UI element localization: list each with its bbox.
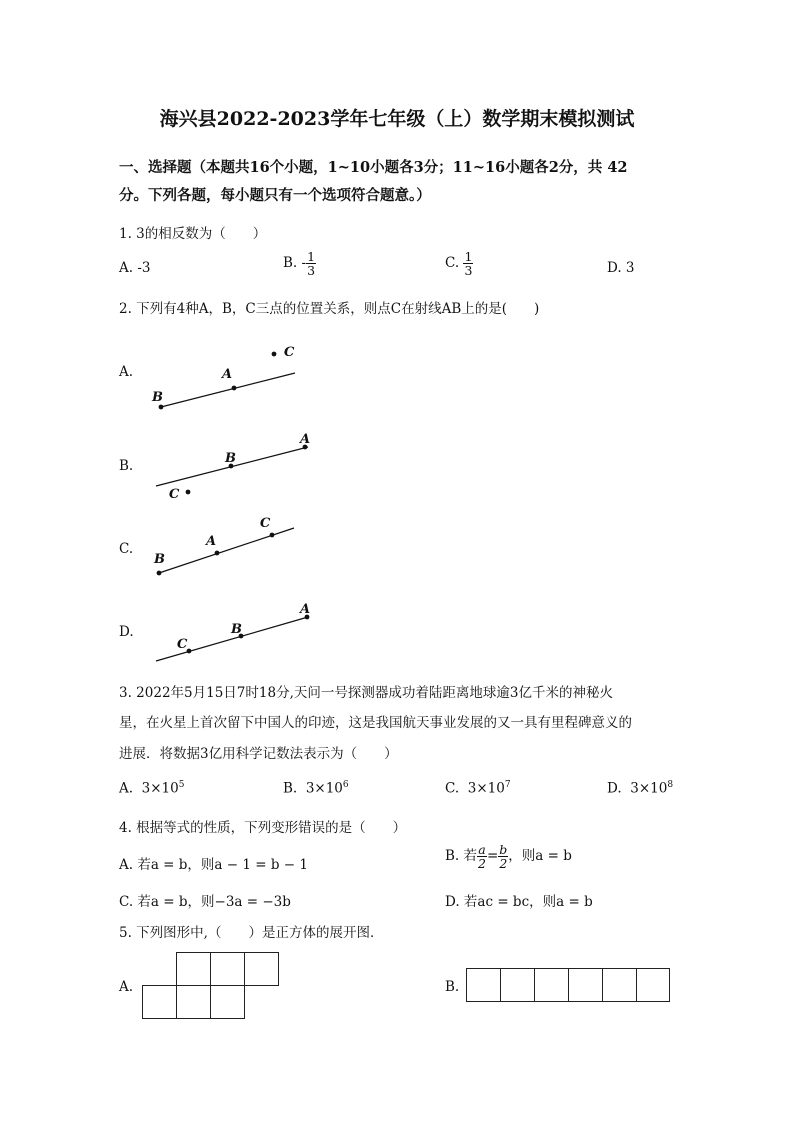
q3-option-b xyxy=(283,780,349,797)
q4-frac2-numerator: b xyxy=(499,842,508,857)
point-b xyxy=(157,571,162,576)
q1-option-b-prefix: B. - xyxy=(283,255,307,272)
section-heading-line1: 一、选择题（本题共16个小题，1~10小题各3分；11~16小题各2分，共 42 xyxy=(119,159,628,176)
net-square xyxy=(466,968,501,1002)
q1-option-d: D. 3 xyxy=(607,260,635,276)
q1-b-numerator: 1 xyxy=(307,249,316,264)
q3-option-b-label: B. xyxy=(283,780,298,797)
q3-line2: 星，在火星上首次留下中国人的印迹，这是我国航天事业发展的又一具有里程碑意义的 xyxy=(119,715,632,731)
q2-option-d-figure xyxy=(140,595,320,675)
q3-option-c xyxy=(445,780,511,797)
label-a: A xyxy=(206,534,217,549)
label-c: C xyxy=(177,637,188,652)
q4-option-d: D. 若ac = bc，则a = b xyxy=(445,894,593,910)
net-square xyxy=(142,985,177,1019)
q4-option-b-equals: = xyxy=(486,848,499,865)
label-c: C xyxy=(260,516,271,531)
q2-stem: 2. 下列有4种A，B，C三点的位置关系，则点C在射线AB上的是( ) xyxy=(119,301,540,317)
net-square xyxy=(602,968,637,1002)
net-square xyxy=(210,952,245,986)
q2-option-b-label: B. xyxy=(119,458,134,474)
label-a: A xyxy=(222,367,233,382)
point-b xyxy=(159,405,164,410)
label-b: B xyxy=(152,390,163,405)
q3-option-c-exponent: 7 xyxy=(504,780,511,790)
net-square xyxy=(176,985,211,1019)
q1-option-b xyxy=(283,250,316,277)
q3-option-b-base: 3×10 xyxy=(305,780,343,797)
q1-option-c-fraction xyxy=(463,250,473,277)
net-square xyxy=(210,985,245,1019)
q3-option-b-exponent: 6 xyxy=(342,780,349,790)
q2-option-c-label: C. xyxy=(119,541,134,557)
q2-option-c-figure xyxy=(140,510,320,590)
net-square xyxy=(176,952,211,986)
q4-option-c: C. 若a = b，则−3a = −3b xyxy=(119,894,291,910)
q4-frac1-numerator: a xyxy=(478,842,486,857)
label-c: C xyxy=(169,487,180,502)
q1-option-c-prefix: C. xyxy=(445,255,464,272)
section-heading-line2: 分。下列各题，每小题只有一个选项符合题意。） xyxy=(119,187,431,204)
q3-line3: 进展．将数据3亿用科学记数法表示为（ ） xyxy=(119,746,398,762)
q1-c-numerator: 1 xyxy=(464,249,473,264)
q4-option-b-fraction-b xyxy=(498,843,508,870)
page-title: 海兴县2022-2023学年七年级（上）数学期末模拟测试 xyxy=(159,108,635,130)
label-a: A xyxy=(300,432,311,447)
q2-option-a-figure xyxy=(140,335,320,415)
q5-option-a-label: A. xyxy=(119,979,134,995)
q5-option-b-net xyxy=(466,968,669,1002)
net-square xyxy=(636,968,670,1002)
q1-option-b-fraction xyxy=(306,250,316,277)
q5-stem: 5. 下列图形中,（ ）是正方体的展开图． xyxy=(119,925,384,941)
q3-option-c-base: 3×10 xyxy=(467,780,505,797)
q4-option-b-suffix: ，则a = b xyxy=(508,848,572,865)
q5-option-a-net xyxy=(142,952,278,1019)
q3-line1: 3. 2022年5月15日7时18分,天问一号探测器成功着陆距离地球逾3亿千米的神秘火 xyxy=(119,685,613,701)
label-b: B xyxy=(154,552,165,567)
q3-option-a-exponent: 5 xyxy=(178,780,185,790)
point-c xyxy=(270,533,275,538)
q4-option-b xyxy=(445,843,572,870)
q3-option-a xyxy=(119,780,184,797)
q5-option-b-label: B. xyxy=(445,979,460,995)
q4-frac2-denominator: 2 xyxy=(499,856,508,872)
q1-c-denominator: 3 xyxy=(464,263,473,279)
q2-option-a-label: A. xyxy=(119,364,134,380)
point-a xyxy=(215,551,220,556)
q3-option-d xyxy=(607,780,673,797)
point-c xyxy=(186,490,191,495)
point-a xyxy=(232,386,237,391)
label-b: B xyxy=(231,622,242,637)
q4-option-b-prefix: B. 若 xyxy=(445,848,478,865)
label-c: C xyxy=(284,345,295,360)
q4-frac1-denominator: 2 xyxy=(478,856,486,872)
point-c xyxy=(272,352,277,357)
net-square xyxy=(568,968,603,1002)
q1-option-a: A. -3 xyxy=(119,260,151,276)
q1-option-c xyxy=(445,250,473,277)
q3-option-d-exponent: 8 xyxy=(667,780,674,790)
q3-option-a-base: 3×10 xyxy=(141,780,179,797)
label-a: A xyxy=(300,602,311,617)
q1-stem: 1. 3的相反数为（ ） xyxy=(119,226,267,242)
q3-option-d-base: 3×10 xyxy=(630,780,668,797)
net-square xyxy=(534,968,569,1002)
q4-option-a: A. 若a = b，则a − 1 = b − 1 xyxy=(119,857,308,873)
q1-b-denominator: 3 xyxy=(307,263,316,279)
q2-option-b-figure xyxy=(140,425,320,505)
q3-option-d-label: D. xyxy=(607,780,622,797)
net-square xyxy=(500,968,535,1002)
q4-option-b-fraction-a xyxy=(477,843,487,870)
q4-stem: 4. 根据等式的性质，下列变形错误的是（ ） xyxy=(119,820,407,836)
q3-option-c-label: C. xyxy=(445,780,460,797)
q2-option-d-label: D. xyxy=(119,624,134,640)
label-b: B xyxy=(225,451,236,466)
q3-option-a-label: A. xyxy=(119,780,134,797)
net-square xyxy=(244,952,279,986)
